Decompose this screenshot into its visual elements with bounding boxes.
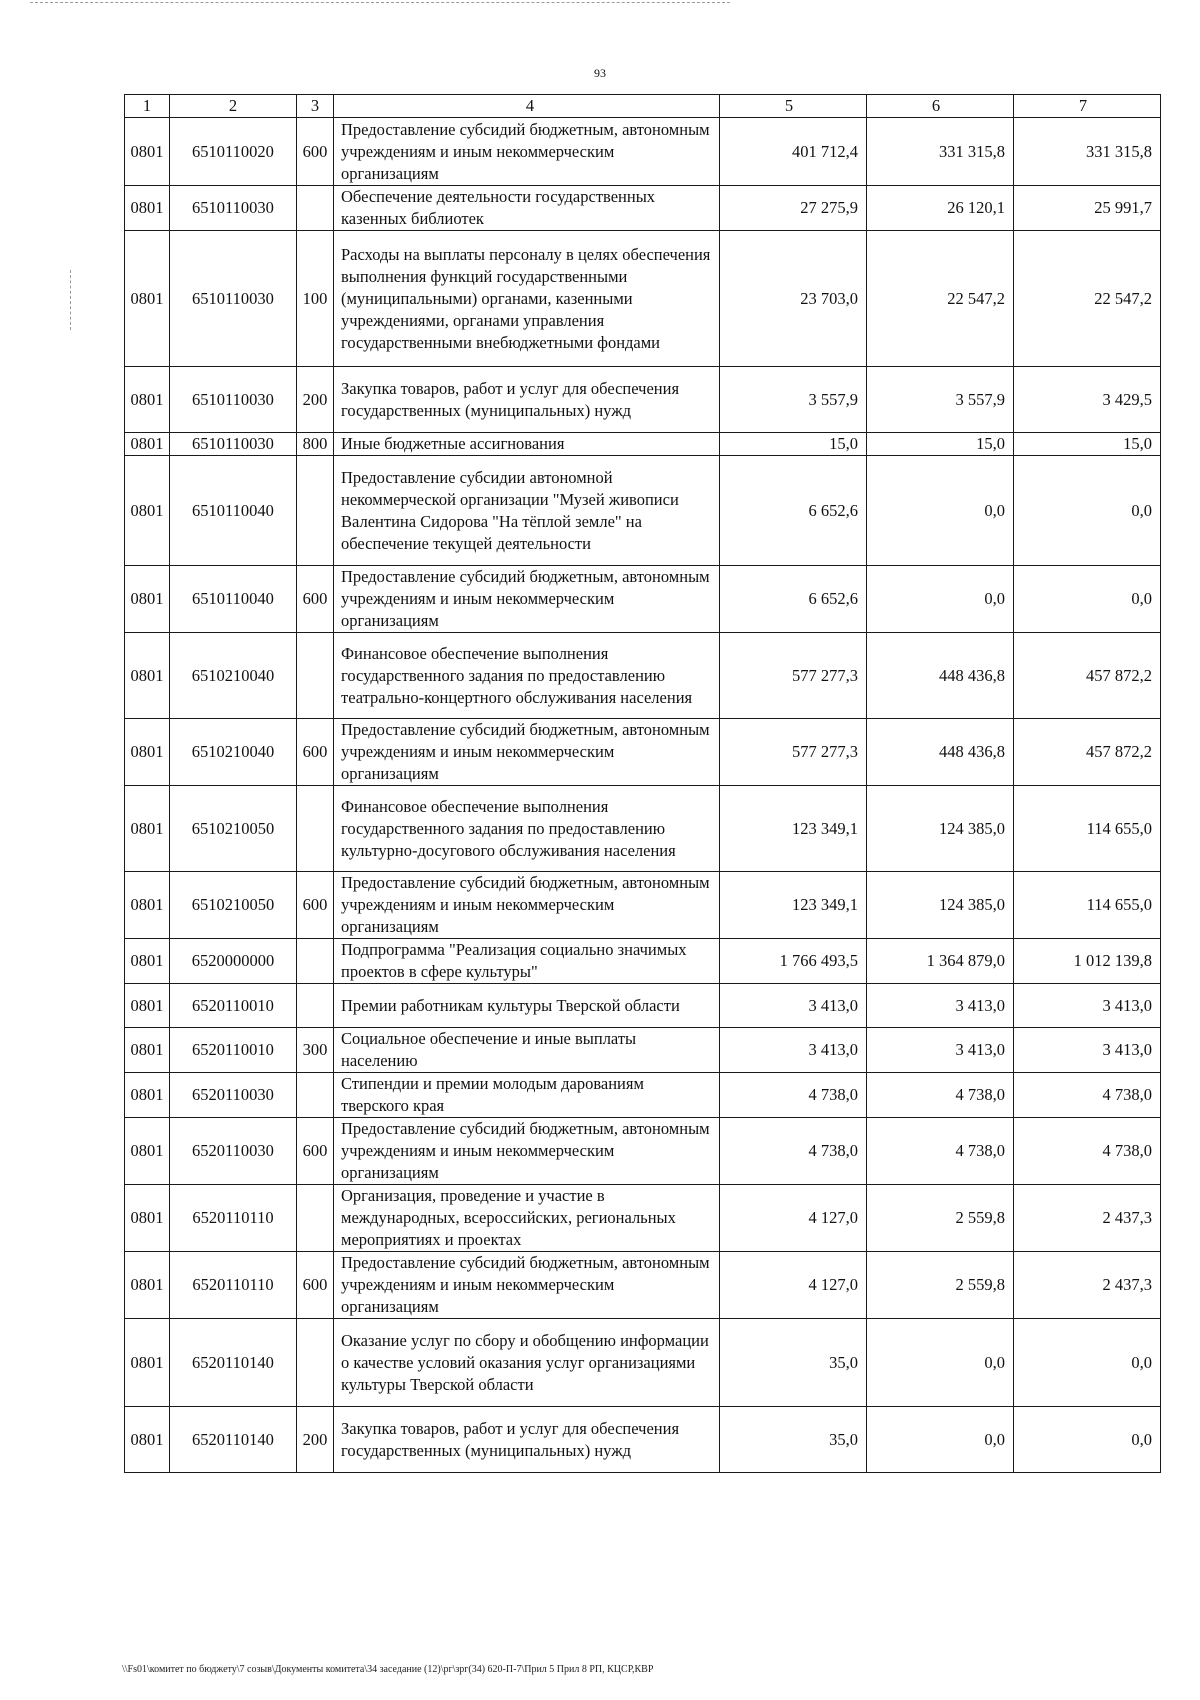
- cell-description: Обеспечение деятельности государственных казенных библиотек: [334, 186, 720, 231]
- cell-target-code: 6510110030: [170, 186, 297, 231]
- cell-value-col6: 15,0: [867, 433, 1014, 456]
- cell-expense-kind: [297, 786, 334, 872]
- cell-value-col5: 6 652,6: [720, 456, 867, 566]
- cell-description: Предоставление субсидий бюджетным, автономным учреждениям и иным некоммерческим организациям: [334, 118, 720, 186]
- cell-section-code: 0801: [125, 939, 170, 984]
- header-row: [125, 95, 1161, 118]
- cell-value-col7: 331 315,8: [1014, 118, 1161, 186]
- cell-target-code: 6510210050: [170, 872, 297, 939]
- cell-expense-kind: 600: [297, 719, 334, 786]
- cell-target-code: 6520110010: [170, 984, 297, 1028]
- cell-value-col5: 4 738,0: [720, 1073, 867, 1118]
- cell-value-col5: 577 277,3: [720, 719, 867, 786]
- cell-description: Финансовое обеспечение выполнения государственного задания по предоставлению культурно-досугового обслуживания населения: [334, 786, 720, 872]
- cell-description: Предоставление субсидий бюджетным, автономным учреждениям и иным некоммерческим организациям: [334, 719, 720, 786]
- cell-target-code: 6510110030: [170, 231, 297, 367]
- cell-target-code: 6510110030: [170, 367, 297, 433]
- table-row: [125, 939, 1161, 984]
- cell-value-col7: 2 437,3: [1014, 1185, 1161, 1252]
- column-header-7: 7: [1014, 95, 1161, 118]
- cell-section-code: 0801: [125, 633, 170, 719]
- cell-value-col5: 3 413,0: [720, 984, 867, 1028]
- table-row: [125, 566, 1161, 633]
- cell-expense-kind: 200: [297, 1407, 334, 1473]
- cell-section-code: 0801: [125, 433, 170, 456]
- cell-description: Предоставление субсидий бюджетным, автономным учреждениям и иным некоммерческим организациям: [334, 566, 720, 633]
- cell-expense-kind: 600: [297, 1118, 334, 1185]
- cell-value-col5: 577 277,3: [720, 633, 867, 719]
- cell-target-code: 6520110140: [170, 1319, 297, 1407]
- cell-description: Организация, проведение и участие в международных, всероссийских, региональных мероприятиях и проектах: [334, 1185, 720, 1252]
- cell-expense-kind: [297, 456, 334, 566]
- cell-expense-kind: [297, 939, 334, 984]
- cell-value-col6: 124 385,0: [867, 872, 1014, 939]
- table-row: [125, 1252, 1161, 1319]
- cell-expense-kind: 600: [297, 1252, 334, 1319]
- cell-value-col6: 448 436,8: [867, 719, 1014, 786]
- cell-value-col5: 23 703,0: [720, 231, 867, 367]
- cell-section-code: 0801: [125, 872, 170, 939]
- cell-value-col5: 3 413,0: [720, 1028, 867, 1073]
- cell-section-code: 0801: [125, 118, 170, 186]
- table-row: [125, 786, 1161, 872]
- cell-value-col5: 401 712,4: [720, 118, 867, 186]
- cell-section-code: 0801: [125, 1252, 170, 1319]
- cell-value-col6: 1 364 879,0: [867, 939, 1014, 984]
- table-row: [125, 984, 1161, 1028]
- column-header-3: 3: [297, 95, 334, 118]
- column-header-5: 5: [720, 95, 867, 118]
- cell-value-col5: 4 127,0: [720, 1252, 867, 1319]
- table-row: [125, 1118, 1161, 1185]
- cell-value-col7: 0,0: [1014, 456, 1161, 566]
- column-header-4: 4: [334, 95, 720, 118]
- cell-value-col7: 3 413,0: [1014, 1028, 1161, 1073]
- cell-target-code: 6520110110: [170, 1185, 297, 1252]
- cell-description: Предоставление субсидий бюджетным, автономным учреждениям и иным некоммерческим организациям: [334, 1118, 720, 1185]
- cell-value-col7: 114 655,0: [1014, 786, 1161, 872]
- cell-target-code: 6510110040: [170, 566, 297, 633]
- cell-expense-kind: 600: [297, 872, 334, 939]
- table-row: [125, 367, 1161, 433]
- cell-section-code: 0801: [125, 719, 170, 786]
- cell-value-col7: 114 655,0: [1014, 872, 1161, 939]
- cell-value-col6: 2 559,8: [867, 1185, 1014, 1252]
- cell-target-code: 6510210040: [170, 633, 297, 719]
- cell-value-col7: 1 012 139,8: [1014, 939, 1161, 984]
- cell-section-code: 0801: [125, 984, 170, 1028]
- cell-description: Оказание услуг по сбору и обобщению информации о качестве условий оказания услуг организациями культуры Тверской области: [334, 1319, 720, 1407]
- cell-description: Финансовое обеспечение выполнения государственного задания по предоставлению театрально-концертного обслуживания населения: [334, 633, 720, 719]
- cell-value-col5: 6 652,6: [720, 566, 867, 633]
- cell-description: Предоставление субсидий бюджетным, автономным учреждениям и иным некоммерческим организациям: [334, 1252, 720, 1319]
- cell-expense-kind: 800: [297, 433, 334, 456]
- cell-value-col7: 0,0: [1014, 1407, 1161, 1473]
- cell-target-code: 6520110030: [170, 1118, 297, 1185]
- cell-value-col7: 15,0: [1014, 433, 1161, 456]
- cell-target-code: 6520000000: [170, 939, 297, 984]
- cell-value-col5: 4 127,0: [720, 1185, 867, 1252]
- cell-section-code: 0801: [125, 1118, 170, 1185]
- cell-value-col7: 3 413,0: [1014, 984, 1161, 1028]
- column-header-2: 2: [170, 95, 297, 118]
- table-row: [125, 456, 1161, 566]
- cell-expense-kind: 300: [297, 1028, 334, 1073]
- cell-value-col7: 4 738,0: [1014, 1073, 1161, 1118]
- cell-value-col5: 4 738,0: [720, 1118, 867, 1185]
- table-row: [125, 118, 1161, 186]
- cell-section-code: 0801: [125, 1407, 170, 1473]
- cell-expense-kind: [297, 186, 334, 231]
- cell-value-col7: 3 429,5: [1014, 367, 1161, 433]
- cell-value-col6: 0,0: [867, 456, 1014, 566]
- cell-value-col6: 4 738,0: [867, 1073, 1014, 1118]
- cell-section-code: 0801: [125, 186, 170, 231]
- cell-expense-kind: 200: [297, 367, 334, 433]
- cell-value-col5: 123 349,1: [720, 872, 867, 939]
- cell-section-code: 0801: [125, 367, 170, 433]
- table-row: [125, 633, 1161, 719]
- cell-value-col5: 35,0: [720, 1319, 867, 1407]
- cell-value-col7: 22 547,2: [1014, 231, 1161, 367]
- cell-description: Закупка товаров, работ и услуг для обеспечения государственных (муниципальных) нужд: [334, 367, 720, 433]
- cell-target-code: 6510210050: [170, 786, 297, 872]
- cell-description: Предоставление субсидии автономной некоммерческой организации "Музей живописи Валентина Сидорова "На тёплой земле" на обеспечение текущей деятельности: [334, 456, 720, 566]
- column-header-1: 1: [125, 95, 170, 118]
- cell-description: Подпрограмма "Реализация социально значимых проектов в сфере культуры": [334, 939, 720, 984]
- cell-value-col6: 22 547,2: [867, 231, 1014, 367]
- cell-value-col5: 3 557,9: [720, 367, 867, 433]
- cell-section-code: 0801: [125, 786, 170, 872]
- cell-target-code: 6520110030: [170, 1073, 297, 1118]
- table-row: [125, 1185, 1161, 1252]
- cell-value-col5: 27 275,9: [720, 186, 867, 231]
- cell-description: Стипендии и премии молодым дарованиям тверского края: [334, 1073, 720, 1118]
- cell-value-col7: 0,0: [1014, 1319, 1161, 1407]
- column-header-6: 6: [867, 95, 1014, 118]
- cell-value-col5: 35,0: [720, 1407, 867, 1473]
- cell-value-col5: 15,0: [720, 433, 867, 456]
- cell-section-code: 0801: [125, 566, 170, 633]
- cell-value-col6: 0,0: [867, 566, 1014, 633]
- cell-description: Премии работникам культуры Тверской области: [334, 984, 720, 1028]
- table-row: [125, 872, 1161, 939]
- cell-value-col6: 3 413,0: [867, 984, 1014, 1028]
- cell-value-col7: 4 738,0: [1014, 1118, 1161, 1185]
- cell-section-code: 0801: [125, 231, 170, 367]
- cell-value-col6: 4 738,0: [867, 1118, 1014, 1185]
- table-row: [125, 719, 1161, 786]
- table-row: [125, 1407, 1161, 1473]
- footer-file-path: \\Fs01\комитет по бюджету\7 созыв\Документы комитета\34 заседание (12)\рг\зрг(34) 620-П-7\Прил 5 Прил 8 РП, КЦСР,КВР: [122, 1664, 654, 1675]
- cell-value-col7: 25 991,7: [1014, 186, 1161, 231]
- cell-value-col7: 457 872,2: [1014, 719, 1161, 786]
- cell-value-col5: 123 349,1: [720, 786, 867, 872]
- cell-section-code: 0801: [125, 1319, 170, 1407]
- cell-value-col6: 26 120,1: [867, 186, 1014, 231]
- cell-value-col6: 3 413,0: [867, 1028, 1014, 1073]
- page-number: 93: [594, 66, 606, 80]
- cell-value-col7: 0,0: [1014, 566, 1161, 633]
- table-row: [125, 1319, 1161, 1407]
- cell-target-code: 6520110110: [170, 1252, 297, 1319]
- cell-target-code: 6520110010: [170, 1028, 297, 1073]
- cell-value-col6: 3 557,9: [867, 367, 1014, 433]
- cell-value-col6: 0,0: [867, 1319, 1014, 1407]
- cell-value-col6: 331 315,8: [867, 118, 1014, 186]
- table-body: [125, 118, 1161, 1473]
- cell-target-code: 6510110030: [170, 433, 297, 456]
- cell-value-col7: 2 437,3: [1014, 1252, 1161, 1319]
- cell-expense-kind: [297, 1319, 334, 1407]
- cell-description: Иные бюджетные ассигнования: [334, 433, 720, 456]
- cell-value-col7: 457 872,2: [1014, 633, 1161, 719]
- cell-expense-kind: [297, 633, 334, 719]
- cell-target-code: 6520110140: [170, 1407, 297, 1473]
- cell-section-code: 0801: [125, 1073, 170, 1118]
- table-row: [125, 231, 1161, 367]
- budget-table: [124, 94, 1161, 1473]
- table-row: [125, 1028, 1161, 1073]
- scan-margin-marks: [70, 270, 73, 330]
- cell-value-col5: 1 766 493,5: [720, 939, 867, 984]
- cell-value-col6: 448 436,8: [867, 633, 1014, 719]
- cell-expense-kind: [297, 984, 334, 1028]
- cell-section-code: 0801: [125, 1028, 170, 1073]
- cell-target-code: 6510110020: [170, 118, 297, 186]
- cell-expense-kind: [297, 1073, 334, 1118]
- table-row: [125, 1073, 1161, 1118]
- cell-expense-kind: 600: [297, 566, 334, 633]
- table-header: [125, 95, 1161, 118]
- table-row: [125, 186, 1161, 231]
- cell-description: Расходы на выплаты персоналу в целях обеспечения выполнения функций государственными (муниципальными) органами, казенными учреждениями, органами управления государственными внебюджетными фондами: [334, 231, 720, 367]
- cell-section-code: 0801: [125, 456, 170, 566]
- cell-target-code: 6510210040: [170, 719, 297, 786]
- cell-value-col6: 124 385,0: [867, 786, 1014, 872]
- cell-value-col6: 2 559,8: [867, 1252, 1014, 1319]
- table-row: [125, 433, 1161, 456]
- scan-top-rule: [30, 2, 730, 4]
- cell-value-col6: 0,0: [867, 1407, 1014, 1473]
- cell-target-code: 6510110040: [170, 456, 297, 566]
- cell-description: Предоставление субсидий бюджетным, автономным учреждениям и иным некоммерческим организациям: [334, 872, 720, 939]
- cell-description: Закупка товаров, работ и услуг для обеспечения государственных (муниципальных) нужд: [334, 1407, 720, 1473]
- cell-expense-kind: [297, 1185, 334, 1252]
- cell-section-code: 0801: [125, 1185, 170, 1252]
- cell-expense-kind: 600: [297, 118, 334, 186]
- cell-description: Социальное обеспечение и иные выплаты населению: [334, 1028, 720, 1073]
- cell-expense-kind: 100: [297, 231, 334, 367]
